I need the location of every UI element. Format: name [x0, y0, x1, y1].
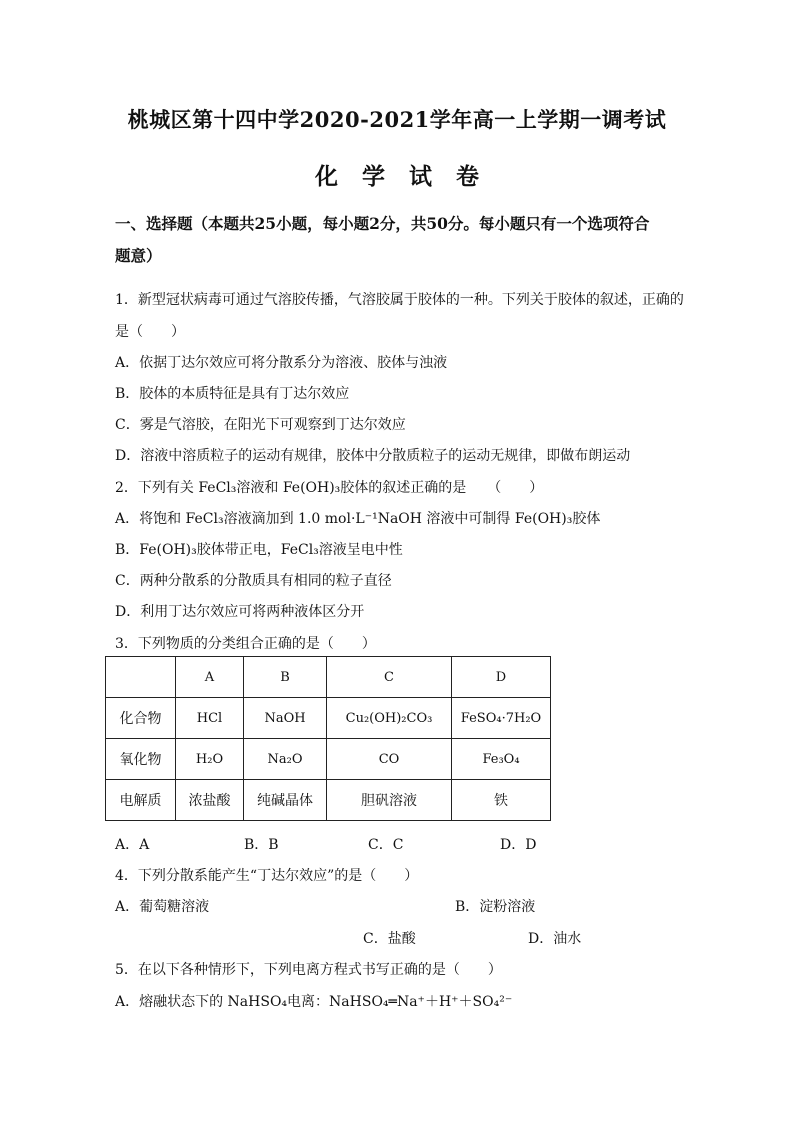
table-row-header: 氧化物: [106, 739, 176, 780]
q5-stem: 5．在以下各种情形下，下列电离方程式书写正确的是（ ）: [115, 962, 502, 978]
q3-option-a: A．A: [115, 837, 150, 853]
q4-option-b: B．淀粉溶液: [455, 899, 536, 915]
q1-option-d: D．溶液中溶质粒子的运动有规律，胶体中分散质粒子的运动无规律，即做布朗运动: [115, 448, 631, 464]
q2-option-d: D．利用丁达尔效应可将两种液体区分开: [115, 604, 365, 620]
table-cell: 铁: [452, 780, 551, 821]
exam-title: 桃城区第十四中学2020-2021学年高一上学期一调考试: [127, 107, 667, 132]
q3-option-d: D．D: [500, 837, 537, 853]
q4-option-c: C．盐酸: [363, 931, 416, 947]
section-heading: 一、选择题（本题共25小题，每小题2分，共50分。每小题只有一个选项符合: [115, 214, 650, 233]
table-cell: Fe₃O₄: [452, 739, 551, 780]
table-cell: 浓盐酸: [176, 780, 244, 821]
table-header-cell: C: [327, 657, 452, 698]
q3-option-b: B．B: [244, 837, 279, 853]
q1-stem: 1．新型冠状病毒可通过气溶胶传播，气溶胶属于胶体的一种。下列关于胶体的叙述，正确的: [115, 292, 684, 308]
table-header-cell: [106, 657, 176, 698]
table-row: [106, 739, 551, 780]
table-cell: H₂O: [176, 739, 244, 780]
q2-option-c: C．两种分散系的分散质具有相同的粒子直径: [115, 573, 392, 589]
table-header-cell: D: [452, 657, 551, 698]
subject-title: 化学试卷: [315, 163, 503, 190]
table-cell: Cu₂(OH)₂CO₃: [327, 698, 452, 739]
classification-table: [105, 656, 551, 821]
table-cell: HCl: [176, 698, 244, 739]
q3-option-c: C．C: [368, 837, 404, 853]
table-header-row: [106, 657, 551, 698]
q5-option-a: A．熔融状态下的 NaHSO₄电离：NaHSO₄═Na⁺＋H⁺＋SO₄²⁻: [115, 994, 513, 1010]
table-row: [106, 780, 551, 821]
table-row-header: 电解质: [106, 780, 176, 821]
q1-option-a: A．依据丁达尔效应可将分散系分为溶液、胶体与浊液: [115, 355, 448, 371]
table-row-header: 化合物: [106, 698, 176, 739]
table-cell: Na₂O: [244, 739, 327, 780]
q4-option-d: D．油水: [528, 931, 582, 947]
table-cell: NaOH: [244, 698, 327, 739]
table-cell: CO: [327, 739, 452, 780]
q1-option-c: C．雾是气溶胶，在阳光下可观察到丁达尔效应: [115, 417, 406, 433]
q1-option-b: B．胶体的本质特征是具有丁达尔效应: [115, 386, 350, 402]
q2-option-b: B．Fe(OH)₃胶体带正电，FeCl₃溶液呈电中性: [115, 542, 403, 558]
table-cell: 胆矾溶液: [327, 780, 452, 821]
table-cell: 纯碱晶体: [244, 780, 327, 821]
table-header-cell: B: [244, 657, 327, 698]
table-cell: FeSO₄·7H₂O: [452, 698, 551, 739]
q3-stem: 3．下列物质的分类组合正确的是（ ）: [115, 636, 376, 652]
q1-stem-cont: 是（ ）: [115, 324, 185, 340]
q2-stem: 2．下列有关 FeCl₃溶液和 Fe(OH)₃胶体的叙述正确的是 （ ）: [115, 480, 544, 496]
table-header-cell: A: [176, 657, 244, 698]
q4-stem: 4．下列分散系能产生“丁达尔效应”的是（ ）: [115, 868, 419, 884]
section-heading-cont: 题意）: [115, 246, 162, 265]
table-row: [106, 698, 551, 739]
q2-option-a: A．将饱和 FeCl₃溶液滴加到 1.0 mol·L⁻¹NaOH 溶液中可制得 Fe(OH)₃胶体: [115, 511, 601, 527]
q4-option-a: A．葡萄糖溶液: [115, 899, 210, 915]
